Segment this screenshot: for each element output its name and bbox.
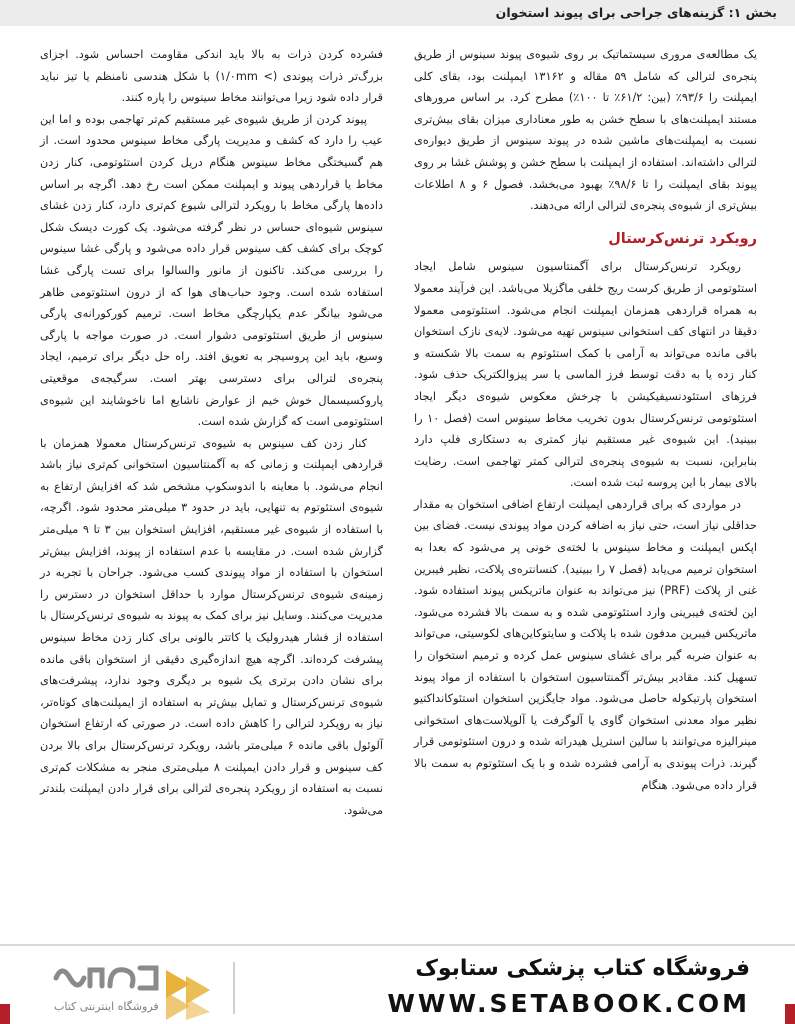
setabook-logo-icon: [160, 962, 226, 1020]
paragraph: پیوند کردن از طریق شیوه‌ی غیر مستقیم کم‌تر تهاجمی بوده و اما این عیب را دارد که کشف و مدیریت پارگی مخاط سینوس محدود است. از هم گسیختگی مخاط سینوس هنگام دریل کردن استئوتومی، کنار زدن مخاط یا قراردهی پیوند و ایمپلنت ممکن است رخ دهد. اگرچه بر اساس داده‌ها پارگی مخاط با رویکرد لترالی شیوع کم‌تری دارد، کنار زدن غشای سینوس شیوه‌ای حساس در نظر گرفته می‌شود. یک کورت دیسک شکل کوچک برای کشف کف سینوس قرار داده می‌شود و پارگی غشا سینوس را بررسی می‌کند. تاکنون از مانور والسالوا برای تست پارگی غشا استفاده شده است. وجود حباب‌های هوا که از درون استئوتومی ظاهر می‌شود بیانگر عدم یکپارچگی مخاط است. ترمیم کورکورانه‌ی پارگی سینوس از طریق استئوتومی دشوار است. در صورت مواجه با پارگی وسیع، باید این پروسیجر به تعویق افتد. راه حل دیگر برای ترمیم، ایجاد پنجره‌ی لترالی برای دسترسی بهتر است. سرگیجه‌ی موقعیتی پاروکسیسمال خوش خیم از عوارض ناشایع اما ناخوشایند این شیوه‌ی استئوتومی است که گزارش شده است.: [40, 112, 383, 429]
right-column: [414, 44, 757, 796]
paragraph: فشرده کردن ذرات به بالا باید اندکی مقاومت احساس شود. اجزای بزرگ‌تر ذرات پیوندی (> ۱/۰mm) با شکل هندسی نامنظم یا تیز نباید قرار داده شود زیرا می‌توانند مخاط سینوس را پاره کنند.: [40, 48, 383, 105]
left-column: [40, 44, 383, 821]
footer-separator: [233, 962, 235, 1014]
footer-divider-line: [0, 944, 795, 946]
paragraph: یک مطالعه‌ی مروری سیستماتیک بر روی شیوه‌ی پیوند سینوس از طریق پنجره‌ی لترالی که شامل ۵۹ مقاله و ۱۳۱۶۲ ایمپلنت بود، بقای کلی ایمپلنت را ۹۳/۶٪ (بین: ۶۱/۲٪ تا ۱۰۰٪) مطرح کرد. بر اساس مرورهای مستند ایمپلنت‌های با سطح خشن به طور معناداری میزان بقای بیش‌تری نسبت به ایمپلنت‌های ماشین شده در پیوند سینوس از طریق دیواره‌ی لترالی داشته‌اند. استفاده از ایمپلنت با سطح خشن و پوشش غشا بر روی پیوند بقای ایمپلنت را تا ۹۸/۶٪ بهبود می‌بخشد. فصول ۶ و ۸ اطلاعات بیش‌تری از شیوه‌ی پنجره‌ی لترالی ارائه می‌دهند.: [414, 48, 758, 213]
store-url[interactable]: WWW.SETABOOK.COM: [387, 989, 750, 1018]
store-title: فروشگاه کتاب پزشکی ستابوک: [415, 956, 750, 981]
corner-accent-right: [785, 1004, 795, 1024]
paragraph: در مواردی که برای قراردهی ایمپلنت ارتفاع اضافی استخوان به مقدار حداقلی نیاز است، حتی نیاز به اضافه کردن مواد پیوندی نیست. فضای بین اپکس ایمپلنت و مخاط سینوس با لخته‌ی خونی پر می‌شود که بعدا به استخوان ترمیم می‌یابد (فصل ۷ را ببینید). کنسانتره‌ی پلاکت، نظیر فیبرین غنی از پلاکت (PRF) نیز می‌تواند به عنوان ماتریکس پیوند استفاده شود. این لخته‌ی فیبرینی وارد استئوتومی شده و به سمت بالا فشرده می‌شود. ماتریکس فیبرین مدفون شده با پلاکت و سایتوکاین‌های لکوسیتی، می‌تواند به عنوان ضربه گیر برای غشای سینوس عمل کرده و ترمیم استخوان را تسهیل کند. مقادیر بیش‌تر آگمنتاسیون استخوان با استفاده از مواد پیوند استخوان پارتیکوله حاصل می‌شود. مواد جایگزین استخوان استئوکانداکتیو نظیر مواد معدنی استخوان گاوی یا آلوگرفت یا آلوپلاست‌های استخوانی مینرالیزه می‌توانند با سالین استریل هیدراته شده و درون استئوتومی قرار گیرند. ذرات پیوندی به آرامی فشرده شده و با یک استئوتوم به سمت بالا قرار داده می‌شود. هنگام: [414, 497, 757, 792]
paragraph: رویکرد ترنس‌کرستال برای آگمنتاسیون سینوس شامل ایجاد استئوتومی از طریق کرست ریج خلفی ماگزیلا می‌باشد. این فرآیند معمولا به همراه قراردهی همزمان ایمپلنت انجام می‌شود. استئوتومی معمولا دقیقا در انتهای کف استخوانی سینوس تهیه می‌شود. لایه‌ی نازک استخوان باقی مانده می‌تواند به آرامی با کمک استئوتوم به سمت بالا شکسته و کنار زده یا به دقت توسط فرز الماسی یا سر پیزوالکتریک حذف شود. فرزهای استئودنسیفیکیشن با چرخش معکوس شیوه‌ی دیگر ایجاد استئوتومی ترنس‌کرستال بدون تخریب مخاط سینوس است (فصل ۱۰ را ببینید). این شیوه‌ی غیر مستقیم نیاز کمتری به دستکاری فلپ دارد بنابراین، نسبت به شیوه‌ی پنجره‌ی لترالی کمتر تهاجمی است. رضایت بالای بیمار با این پروسه ثبت شده است.: [414, 260, 757, 490]
chapter-header: [0, 0, 795, 26]
paragraph: کنار زدن کف سینوس به شیوه‌ی ترنس‌کرستال معمولا همزمان با قراردهی ایمپلنت و زمانی که به آگمنتاسیون استخوانی کم‌تری نیاز باشد انجام می‌شود. با معاینه با اندوسکوپ مشخص شد که افزایش ارتفاع به شیوه‌ی استئوتوم به تنهایی، باید در حدود ۳ میلی‌متر محدود شود. اگرچه، با استفاده از شیوه‌ی غیر مستقیم، افزایش استخوان بین ۳ تا ۹ میلی‌متر گزارش شده است. در مقایسه با عدم استفاده از پیوند، افزایش بیش‌تر استخوان با استفاده از مواد پیوندی کسب می‌شود. جراحان با تجربه در زمینه‌ی شیوه‌ی ترنس‌کرستال موارد با حداقل استخوان در دسترس را مدیریت می‌کنند. وسایل نیز برای کمک به پیوند به شیوه‌ی ترنس‌کرستال با استفاده از فشار هیدرولیک یا کاتتر بالونی برای کنار زدن مخاط سینوس پیشرفت کرده‌اند. اگرچه هیچ اندازه‌گیری دقیقی از استخوان باقی مانده برای نشان دادن برتری یک شیوه بر دیگری وجود ندارد، پیشرفت‌های شیوه‌ی ترنس‌کرستال و تمایل بیش‌تر به استفاده از ایمپلنت‌های کوتاه‌تر، نیاز به رویکرد لترالی را کاهش داده است. در صورتی که ارتفاع استخوان آلوئول باقی مانده ۶ میلی‌متر باشد، رویکرد ترنس‌کرستال برای بالا بردن کف سینوس و قرار دادن ایمپلنت ۸ میلی‌متری منجر به مشکلات کم‌تری نسبت به استفاده از رویکرد پنجره‌ی لترالی برای قرار دادن ایمپلنت بلندتر می‌شود.: [40, 436, 384, 817]
corner-accent-left: [0, 1004, 10, 1024]
chapter-title: بخش ۱: گزینه‌های جراحی برای پیوند استخوان: [495, 5, 777, 20]
section-heading: رویکرد ترنس‌کرستال: [608, 230, 757, 247]
setabook-wordmark: [52, 960, 160, 996]
logo-subtitle: فروشگاه اینترنتی کتاب: [54, 1000, 159, 1013]
